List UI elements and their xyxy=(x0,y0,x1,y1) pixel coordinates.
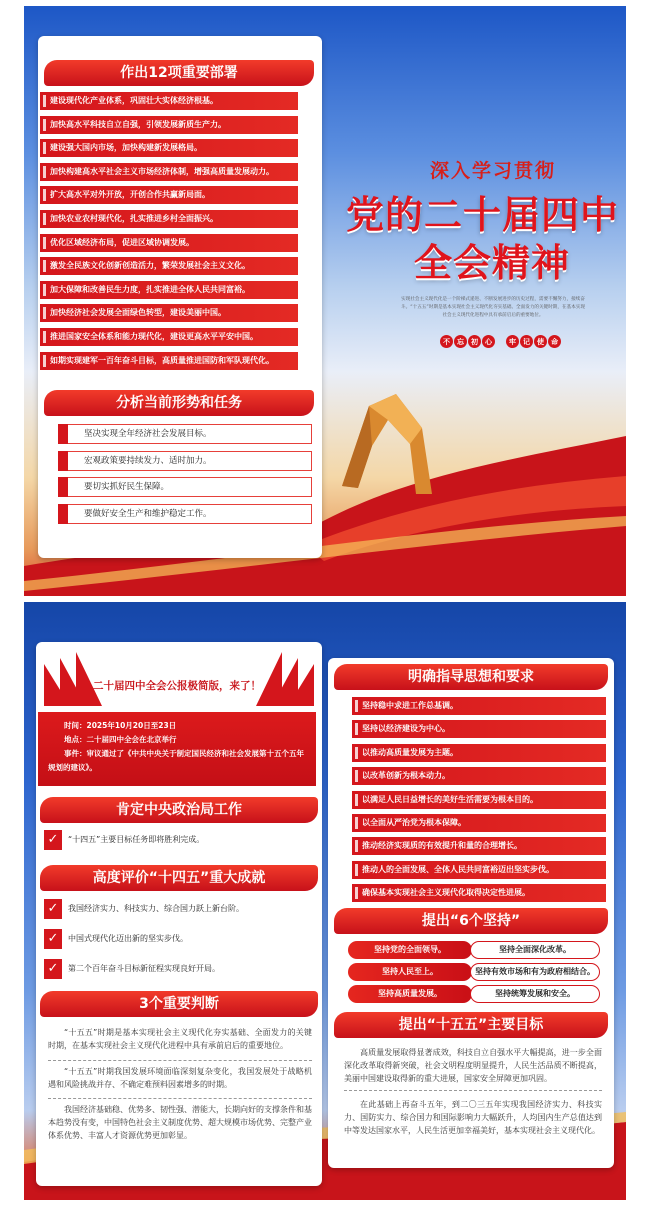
analysis-item-label: 宏观政策要持续发力、适时加力。 xyxy=(84,455,212,466)
principle-pill: 坚持党的全面领导。 xyxy=(348,941,472,959)
notice-matter-line1: 事件：审议通过了《中共中央关于制定国民经济和社会发展第十五个五年 xyxy=(64,749,304,758)
notice-matter-line2: 规划的建议》。 xyxy=(48,763,97,772)
analysis-item-label: 要切实抓好民生保障。 xyxy=(84,482,170,492)
analysis-item-marker xyxy=(58,504,68,524)
principle-pill: 坚持全面深化改革。 xyxy=(470,941,600,959)
checkmark-icon: ✓ xyxy=(44,959,62,979)
landmark-building-illustration xyxy=(342,394,432,494)
analysis-item xyxy=(68,451,312,471)
check-item xyxy=(44,959,314,981)
tagline-char: 使 xyxy=(534,335,547,348)
check-item-label: 我国经济实力、科技实力、综合国力跃上新台阶。 xyxy=(68,904,244,913)
judgement-para-3: 我国经济基础稳、优势多、韧性强、潜能大，长期向好的支撑条件和基本趋势没有变，中国特色社会主义制度优势、超大规模市场优势、完整产业体系优势、丰富人才资源优势更加彰显。 xyxy=(48,1105,312,1140)
guide-section-header: 明确指导思想和要求 xyxy=(334,664,608,690)
guide-item: 推动经济实现质的有效提升和量的合理增长。 xyxy=(352,837,606,855)
tagline-char: 记 xyxy=(520,335,533,348)
deploy-item: 扩大高水平对外开放，开创合作共赢新局面。 xyxy=(40,186,298,204)
guide-item: 以推动高质量发展为主题。 xyxy=(352,744,606,762)
notice-info-box xyxy=(38,712,316,786)
goal-para-1: 高质量发展取得显著成效，科技自立自强水平大幅提高，进一步全面深化改革取得新突破，社会文明程度明显提升，人民生活品质不断提高，美丽中国建设取得新的重大进展，国家安全屏障更加巩固。 xyxy=(344,1048,602,1083)
deploy-section-header: 作出12项重要部署 xyxy=(44,60,314,86)
analysis-item xyxy=(68,504,312,524)
notice-time: 时间：2025年10月20日至23日 xyxy=(64,721,177,730)
analysis-item-marker xyxy=(58,477,68,497)
principle-pill: 坚持高质量发展。 xyxy=(348,985,472,1003)
analysis-item xyxy=(68,477,312,497)
deploy-item: 建设现代化产业体系，巩固壮大实体经济根基。 xyxy=(40,92,298,110)
deploy-item: 建设强大国内市场，加快构建新发展格局。 xyxy=(40,139,298,157)
principle-pill: 坚持统筹发展和安全。 xyxy=(470,985,600,1003)
analysis-section-header: 分析当前形势和任务 xyxy=(44,390,314,416)
divider xyxy=(344,1090,602,1091)
checkmark-icon: ✓ xyxy=(44,929,62,949)
goal-section-header: 提出“十五五”主要目标 xyxy=(334,1012,608,1038)
guide-item: 坚持稳中求进工作总基调。 xyxy=(352,697,606,715)
hero-title-line2: 全会精神 xyxy=(414,240,571,285)
analysis-item-label: 坚决实现全年经济社会发展目标。 xyxy=(84,429,212,439)
judgement-para-1: “十五五”时期是基本实现社会主义现代化夯实基础、全面发力的关键时期，在基本实现社会主义现代化进程中具有承前启后的重要地位。 xyxy=(48,1028,312,1050)
affirm-section-header: 肯定中央政治局工作 xyxy=(40,797,318,823)
check-item xyxy=(44,929,314,951)
deploy-item: 加快高水平科技自立自强，引领发展新质生产力。 xyxy=(40,116,298,134)
deploy-item: 优化区域经济布局，促进区域协调发展。 xyxy=(40,234,298,252)
divider xyxy=(48,1060,312,1061)
hero-title-line1: 党的二十届四中 xyxy=(346,192,620,237)
analysis-item xyxy=(68,424,312,444)
deploy-item: 加快构建高水平社会主义市场经济体制，增强高质量发展动力。 xyxy=(40,163,298,181)
tagline-right xyxy=(506,335,562,349)
deploy-item: 推进国家安全体系和能力现代化，建设更高水平平安中国。 xyxy=(40,328,298,346)
tagline-char: 忘 xyxy=(454,335,467,348)
principle-pill: 坚持有效市场和有为政府相结合。 xyxy=(470,963,600,981)
deploy-item: 加大保障和改善民生力度，扎实推进全体人民共同富裕。 xyxy=(40,281,298,299)
checkmark-icon: ✓ xyxy=(44,899,62,919)
check-item-label: 中国式现代化迈出新的坚实步伐。 xyxy=(68,934,188,943)
judgement-para-2: “十五五”时期我国发展环境面临深刻复杂变化，我国发展处于战略机遇和风险挑战并存、不确定难预料因素增多的时期。 xyxy=(48,1067,312,1089)
tagline-char: 牢 xyxy=(506,335,519,348)
tagline-left xyxy=(440,335,496,349)
guide-item: 以满足人民日益增长的美好生活需要为根本目的。 xyxy=(352,791,606,809)
checkmark-icon: ✓ xyxy=(44,830,62,850)
principle-pill: 坚持人民至上。 xyxy=(348,963,472,981)
guide-item: 坚持以经济建设为中心。 xyxy=(352,720,606,738)
evaluate-section-header: 高度评价“十四五”重大成就 xyxy=(40,865,318,891)
tagline-char: 命 xyxy=(548,335,561,348)
goal-para-2: 在此基础上再奋斗五年，到二〇三五年实现我国经济实力、科技实力、国防实力、综合国力和国际影响力大幅跃升，人均国内生产总值达到中等发达国家水平，人民生活更加幸福美好，基本实现社会主义现代化。 xyxy=(344,1100,602,1135)
analysis-item-marker xyxy=(58,424,68,444)
guide-item: 以全面从严治党为根本保障。 xyxy=(352,814,606,832)
guide-item: 以改革创新为根本动力。 xyxy=(352,767,606,785)
tagline-char: 心 xyxy=(482,335,495,348)
six-section-header: 提出“6个坚持” xyxy=(334,908,608,934)
analysis-item-label: 要做好安全生产和维护稳定工作。 xyxy=(84,508,212,519)
analysis-item-marker xyxy=(58,451,68,471)
guide-item: 确保基本实现社会主义现代化取得决定性进展。 xyxy=(352,884,606,902)
notice-title: 二十届四中全会公报极简版，来了！ xyxy=(93,680,261,692)
check-item xyxy=(44,899,314,921)
deploy-item: 加快经济社会发展全面绿色转型，建设美丽中国。 xyxy=(40,304,298,322)
check-item xyxy=(44,830,314,852)
deploy-item: 如期实现建军一百年奋斗目标，高质量推进国防和军队现代化。 xyxy=(40,352,298,370)
deploy-item: 激发全民族文化创新创造活力，繁荣发展社会主义文化。 xyxy=(40,257,298,275)
notice-location: 地点：二十届四中全会在北京举行 xyxy=(64,735,177,744)
hero-description: 实现社会主义现代化是一个阶梯式递进、不断发展进步的历史过程，需要不懈努力，接续奋斗。“十五五”时期是基本实现社会主义现代化夯实基础、全面发力的关键时期，在基本实现社会主义现代化进程中具有承前启后的重要地位。 xyxy=(401,297,585,318)
hero-subtitle: 深入学习贯彻 xyxy=(429,160,556,182)
divider xyxy=(48,1098,312,1099)
check-item-label: “十四五”主要目标任务即将胜利完成。 xyxy=(68,835,205,844)
tagline-char: 初 xyxy=(468,335,481,348)
guide-item: 推动人的全面发展、全体人民共同富裕迈出坚实步伐。 xyxy=(352,861,606,879)
tagline-char: 不 xyxy=(440,335,453,348)
judgement-section-header: 3个重要判断 xyxy=(40,991,318,1017)
deploy-item: 加快农业农村现代化，扎实推进乡村全面振兴。 xyxy=(40,210,298,228)
check-item-label: 第二个百年奋斗目标新征程实现良好开局。 xyxy=(68,964,220,973)
